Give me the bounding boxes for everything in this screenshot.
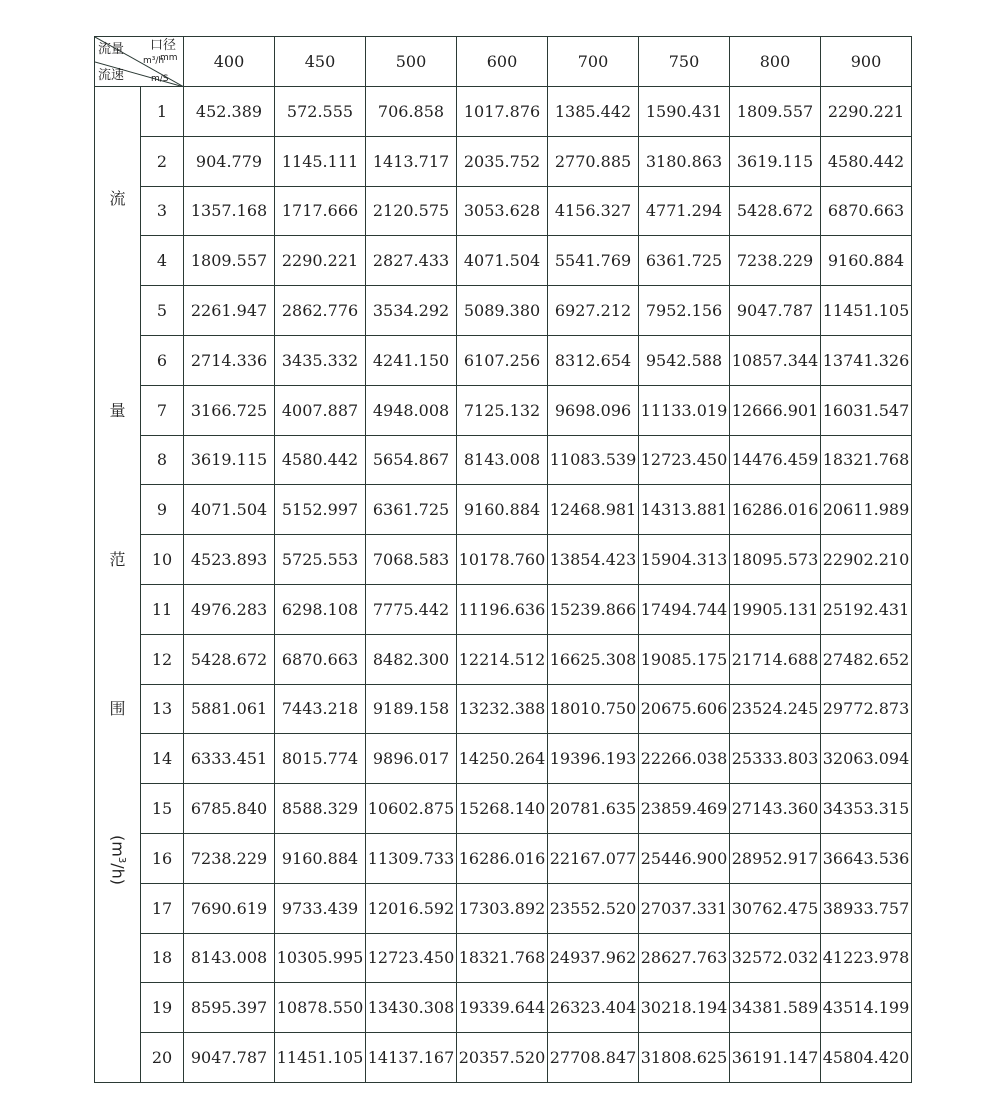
- flow-value-cell: 7775.442: [366, 584, 457, 634]
- velocity-cell: 13: [141, 684, 184, 734]
- flow-value-cell: 23524.245: [730, 684, 821, 734]
- flow-value-cell: 9189.158: [366, 684, 457, 734]
- flow-value-cell: 26323.404: [548, 983, 639, 1033]
- flow-value-cell: 15904.313: [639, 535, 730, 585]
- side-label-unit: [108, 835, 127, 885]
- flow-value-cell: 6785.840: [184, 784, 275, 834]
- flow-value-cell: 1017.876: [457, 87, 548, 137]
- flow-value-cell: 16031.547: [821, 385, 912, 435]
- flow-value-cell: 28627.763: [639, 933, 730, 983]
- flow-value-cell: 14313.881: [639, 485, 730, 535]
- velocity-cell: 16: [141, 833, 184, 883]
- flow-value-cell: 5152.997: [275, 485, 366, 535]
- diameter-header: 750: [639, 37, 730, 87]
- flow-value-cell: 1590.431: [639, 87, 730, 137]
- flow-unit: m³/h: [143, 56, 165, 66]
- flow-value-cell: 16286.016: [730, 485, 821, 535]
- flow-value-cell: 3534.292: [366, 286, 457, 336]
- flow-value-cell: 11196.636: [457, 584, 548, 634]
- flow-value-cell: 4976.283: [184, 584, 275, 634]
- velocity-cell: 19: [141, 983, 184, 1033]
- flow-range-side-label: [95, 87, 141, 1083]
- flow-value-cell: 7238.229: [730, 236, 821, 286]
- table-row: [95, 236, 912, 286]
- velocity-cell: 5: [141, 286, 184, 336]
- velocity-cell: 4: [141, 236, 184, 286]
- flow-value-cell: 20675.606: [639, 684, 730, 734]
- velocity-unit: m/S: [151, 74, 169, 84]
- flow-value-cell: 9896.017: [366, 734, 457, 784]
- flow-value-cell: 6870.663: [821, 186, 912, 236]
- flow-value-cell: 9160.884: [457, 485, 548, 535]
- flow-value-cell: 6333.451: [184, 734, 275, 784]
- flow-value-cell: 7952.156: [639, 286, 730, 336]
- flow-value-cell: 8015.774: [275, 734, 366, 784]
- flow-value-cell: 14476.459: [730, 435, 821, 485]
- flow-value-cell: 10305.995: [275, 933, 366, 983]
- flow-value-cell: 4071.504: [457, 236, 548, 286]
- table-row: [95, 186, 912, 236]
- flow-value-cell: 15268.140: [457, 784, 548, 834]
- flow-value-cell: 5428.672: [730, 186, 821, 236]
- flow-value-cell: 1717.666: [275, 186, 366, 236]
- flow-value-cell: 36643.536: [821, 833, 912, 883]
- flow-value-cell: 10857.344: [730, 335, 821, 385]
- flow-value-cell: 4007.887: [275, 385, 366, 435]
- table-row: [95, 535, 912, 585]
- flow-value-cell: 23552.520: [548, 883, 639, 933]
- flow-value-cell: 2120.575: [366, 186, 457, 236]
- flow-value-cell: 17303.892: [457, 883, 548, 933]
- flow-value-cell: 19396.193: [548, 734, 639, 784]
- flow-value-cell: 7068.583: [366, 535, 457, 585]
- flow-value-cell: 12723.450: [639, 435, 730, 485]
- flow-value-cell: 13232.388: [457, 684, 548, 734]
- unit-superscript: 3: [115, 856, 127, 864]
- flow-value-cell: 8312.654: [548, 335, 639, 385]
- flow-value-cell: 6298.108: [275, 584, 366, 634]
- flow-value-cell: 8143.008: [457, 435, 548, 485]
- flow-value-cell: 12723.450: [366, 933, 457, 983]
- flow-value-cell: 5881.061: [184, 684, 275, 734]
- flow-value-cell: 15239.866: [548, 584, 639, 634]
- flow-value-cell: 6927.212: [548, 286, 639, 336]
- flow-value-cell: 36191.147: [730, 1033, 821, 1083]
- flow-value-cell: 2827.433: [366, 236, 457, 286]
- flow-value-cell: 41223.978: [821, 933, 912, 983]
- velocity-cell: 14: [141, 734, 184, 784]
- diameter-unit: mm: [160, 53, 178, 63]
- flow-value-cell: 2770.885: [548, 136, 639, 186]
- flow-label: 流量: [98, 42, 125, 57]
- flow-value-cell: 5428.672: [184, 634, 275, 684]
- flow-value-cell: 30218.194: [639, 983, 730, 1033]
- flow-value-cell: 8595.397: [184, 983, 275, 1033]
- flow-value-cell: 22167.077: [548, 833, 639, 883]
- flow-value-cell: 3053.628: [457, 186, 548, 236]
- diameter-header: 900: [821, 37, 912, 87]
- velocity-cell: 17: [141, 883, 184, 933]
- table-row: [95, 734, 912, 784]
- flow-value-cell: 6870.663: [275, 634, 366, 684]
- flow-value-cell: 452.389: [184, 87, 275, 137]
- flow-value-cell: 4241.150: [366, 335, 457, 385]
- table-row: [95, 385, 912, 435]
- flow-value-cell: 1413.717: [366, 136, 457, 186]
- flow-value-cell: 32572.032: [730, 933, 821, 983]
- flow-value-cell: 18321.768: [821, 435, 912, 485]
- flow-value-cell: 1809.557: [184, 236, 275, 286]
- flow-value-cell: 19085.175: [639, 634, 730, 684]
- table-row: [95, 883, 912, 933]
- velocity-cell: 6: [141, 335, 184, 385]
- velocity-cell: 9: [141, 485, 184, 535]
- flow-value-cell: 8588.329: [275, 784, 366, 834]
- flow-value-cell: 3435.332: [275, 335, 366, 385]
- table-row: [95, 684, 912, 734]
- velocity-cell: 10: [141, 535, 184, 585]
- flow-value-cell: 7238.229: [184, 833, 275, 883]
- table-row: [95, 87, 912, 137]
- flow-value-cell: 4948.008: [366, 385, 457, 435]
- velocity-label: 流速: [98, 68, 125, 83]
- corner-header-cell: [95, 37, 184, 87]
- unit-base: (m: [108, 835, 127, 857]
- flow-value-cell: 34353.315: [821, 784, 912, 834]
- flow-value-cell: 21714.688: [730, 634, 821, 684]
- flow-value-cell: 5541.769: [548, 236, 639, 286]
- flow-value-cell: 34381.589: [730, 983, 821, 1033]
- flow-value-cell: 4771.294: [639, 186, 730, 236]
- table-row: [95, 634, 912, 684]
- flow-value-cell: 20611.989: [821, 485, 912, 535]
- flow-value-cell: 3619.115: [730, 136, 821, 186]
- flow-value-cell: 3180.863: [639, 136, 730, 186]
- flow-value-cell: 9047.787: [184, 1033, 275, 1083]
- table-row: [95, 335, 912, 385]
- flow-value-cell: 2290.221: [821, 87, 912, 137]
- flow-value-cell: 11451.105: [275, 1033, 366, 1083]
- velocity-cell: 12: [141, 634, 184, 684]
- flow-value-cell: 16625.308: [548, 634, 639, 684]
- diameter-label: 口径: [150, 38, 177, 53]
- side-label-char: 流: [109, 189, 126, 208]
- table-body: [95, 37, 912, 1083]
- flow-value-cell: 1809.557: [730, 87, 821, 137]
- flow-value-cell: 9542.588: [639, 335, 730, 385]
- flow-value-cell: 8482.300: [366, 634, 457, 684]
- velocity-cell: 18: [141, 933, 184, 983]
- flow-value-cell: 11133.019: [639, 385, 730, 435]
- flow-value-cell: 27037.331: [639, 883, 730, 933]
- flow-value-cell: 12016.592: [366, 883, 457, 933]
- flow-value-cell: 22902.210: [821, 535, 912, 585]
- flow-value-cell: 1385.442: [548, 87, 639, 137]
- flow-value-cell: 10878.550: [275, 983, 366, 1033]
- flow-value-cell: 4580.442: [275, 435, 366, 485]
- velocity-cell: 20: [141, 1033, 184, 1083]
- flow-value-cell: 19339.644: [457, 983, 548, 1033]
- flow-value-cell: 30762.475: [730, 883, 821, 933]
- flow-value-cell: 12468.981: [548, 485, 639, 535]
- flow-value-cell: 25446.900: [639, 833, 730, 883]
- flow-value-cell: 4156.327: [548, 186, 639, 236]
- flow-rate-table: [94, 36, 912, 1083]
- velocity-cell: 2: [141, 136, 184, 186]
- flow-value-cell: 43514.199: [821, 983, 912, 1033]
- flow-value-cell: 19905.131: [730, 584, 821, 634]
- flow-value-cell: 20357.520: [457, 1033, 548, 1083]
- flow-value-cell: 24937.962: [548, 933, 639, 983]
- flow-value-cell: 28952.917: [730, 833, 821, 883]
- flow-value-cell: 38933.757: [821, 883, 912, 933]
- table-row: [95, 784, 912, 834]
- flow-value-cell: 7125.132: [457, 385, 548, 435]
- side-label-char: 围: [109, 699, 126, 718]
- flow-value-cell: 14137.167: [366, 1033, 457, 1083]
- velocity-cell: 11: [141, 584, 184, 634]
- diameter-header: 400: [184, 37, 275, 87]
- flow-value-cell: 27708.847: [548, 1033, 639, 1083]
- flow-value-cell: 20781.635: [548, 784, 639, 834]
- flow-value-cell: 3166.725: [184, 385, 275, 435]
- flow-value-cell: 18010.750: [548, 684, 639, 734]
- flow-value-cell: 16286.016: [457, 833, 548, 883]
- flow-value-cell: 18321.768: [457, 933, 548, 983]
- flow-value-cell: 18095.573: [730, 535, 821, 585]
- velocity-cell: 7: [141, 385, 184, 435]
- flow-value-cell: 5725.553: [275, 535, 366, 585]
- table-row: [95, 1033, 912, 1083]
- flow-value-cell: 904.779: [184, 136, 275, 186]
- flow-value-cell: 27482.652: [821, 634, 912, 684]
- flow-value-cell: 5089.380: [457, 286, 548, 336]
- flow-value-cell: 4580.442: [821, 136, 912, 186]
- flow-value-cell: 2714.336: [184, 335, 275, 385]
- flow-value-cell: 8143.008: [184, 933, 275, 983]
- flow-value-cell: 12666.901: [730, 385, 821, 435]
- flow-value-cell: 9698.096: [548, 385, 639, 435]
- flow-value-cell: 13854.423: [548, 535, 639, 585]
- flow-value-cell: 13430.308: [366, 983, 457, 1033]
- flow-value-cell: 17494.744: [639, 584, 730, 634]
- flow-value-cell: 29772.873: [821, 684, 912, 734]
- flow-value-cell: 6361.725: [366, 485, 457, 535]
- velocity-cell: 1: [141, 87, 184, 137]
- unit-tail: /h): [108, 863, 127, 885]
- flow-value-cell: 9160.884: [821, 236, 912, 286]
- flow-value-cell: 12214.512: [457, 634, 548, 684]
- velocity-cell: 3: [141, 186, 184, 236]
- flow-value-cell: 22266.038: [639, 734, 730, 784]
- flow-value-cell: 6361.725: [639, 236, 730, 286]
- flow-value-cell: 7443.218: [275, 684, 366, 734]
- flow-value-cell: 14250.264: [457, 734, 548, 784]
- header-row: [95, 37, 912, 87]
- flow-value-cell: 2261.947: [184, 286, 275, 336]
- table-row: [95, 435, 912, 485]
- diameter-header: 600: [457, 37, 548, 87]
- flow-value-cell: 4523.893: [184, 535, 275, 585]
- flow-value-cell: 11309.733: [366, 833, 457, 883]
- velocity-cell: 8: [141, 435, 184, 485]
- flow-value-cell: 13741.326: [821, 335, 912, 385]
- flow-value-cell: 25333.803: [730, 734, 821, 784]
- table-row: [95, 933, 912, 983]
- flow-value-cell: 11083.539: [548, 435, 639, 485]
- flow-value-cell: 1145.111: [275, 136, 366, 186]
- flow-value-cell: 706.858: [366, 87, 457, 137]
- flow-value-cell: 1357.168: [184, 186, 275, 236]
- flow-value-cell: 23859.469: [639, 784, 730, 834]
- flow-value-cell: 32063.094: [821, 734, 912, 784]
- diameter-header: 500: [366, 37, 457, 87]
- side-label-char: 范: [109, 550, 126, 569]
- flow-value-cell: 2035.752: [457, 136, 548, 186]
- flow-value-cell: 9733.439: [275, 883, 366, 933]
- table-row: [95, 983, 912, 1033]
- flow-value-cell: 9160.884: [275, 833, 366, 883]
- table-row: [95, 286, 912, 336]
- flow-value-cell: 2290.221: [275, 236, 366, 286]
- flow-value-cell: 572.555: [275, 87, 366, 137]
- flow-value-cell: 9047.787: [730, 286, 821, 336]
- flow-value-cell: 10602.875: [366, 784, 457, 834]
- flow-value-cell: 11451.105: [821, 286, 912, 336]
- table-row: [95, 136, 912, 186]
- diameter-header: 450: [275, 37, 366, 87]
- flow-value-cell: 25192.431: [821, 584, 912, 634]
- flow-value-cell: 27143.360: [730, 784, 821, 834]
- flow-value-cell: 4071.504: [184, 485, 275, 535]
- flow-value-cell: 45804.420: [821, 1033, 912, 1083]
- diameter-header: 800: [730, 37, 821, 87]
- flow-value-cell: 10178.760: [457, 535, 548, 585]
- table-row: [95, 584, 912, 634]
- flow-value-cell: 7690.619: [184, 883, 275, 933]
- diameter-header: 700: [548, 37, 639, 87]
- table-row: [95, 833, 912, 883]
- table-row: [95, 485, 912, 535]
- flow-value-cell: 6107.256: [457, 335, 548, 385]
- flow-value-cell: 31808.625: [639, 1033, 730, 1083]
- velocity-cell: 15: [141, 784, 184, 834]
- side-label-char: 量: [109, 401, 126, 420]
- flow-value-cell: 3619.115: [184, 435, 275, 485]
- flow-value-cell: 5654.867: [366, 435, 457, 485]
- flow-value-cell: 2862.776: [275, 286, 366, 336]
